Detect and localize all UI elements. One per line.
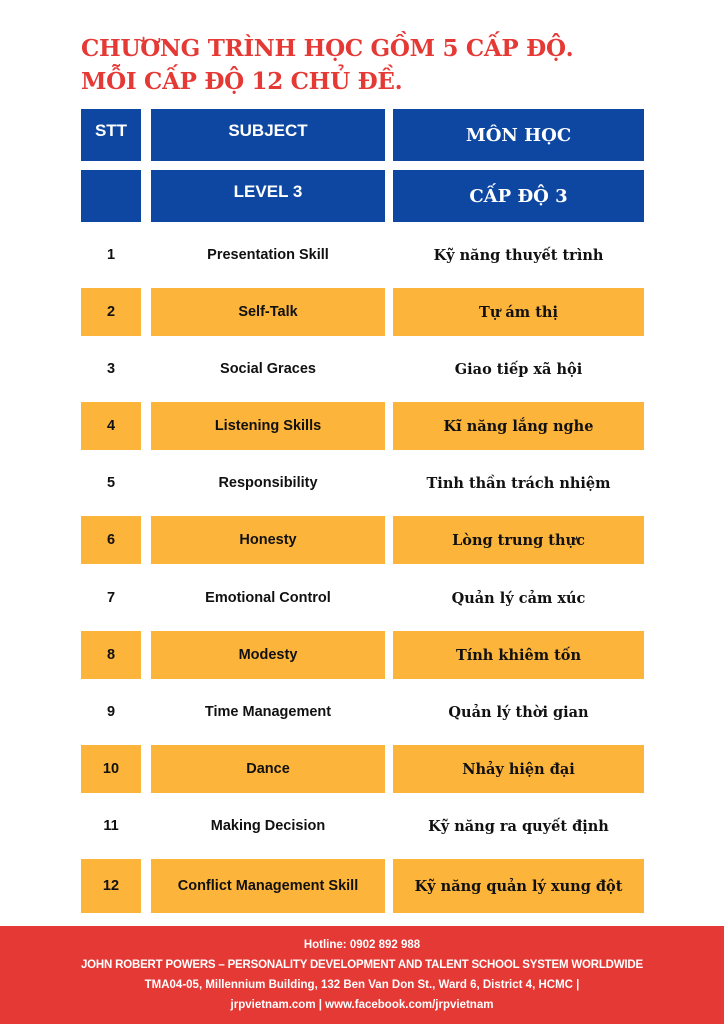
row-stt: 1 xyxy=(106,247,116,263)
header-mon-hoc: MÔN HỌC xyxy=(393,109,644,161)
footer-links: jrpvietnam.com | www.facebook.com/jrpvietnam xyxy=(230,999,494,1011)
row-stt: 8 xyxy=(81,631,141,679)
footer-hotline: Hotline: 0902 892 988 xyxy=(303,939,421,951)
row-stt: 5 xyxy=(106,475,116,491)
row-subject: Time Management xyxy=(204,704,332,720)
page-title xyxy=(81,32,681,98)
row-subject: Self-Talk xyxy=(151,288,385,336)
header-cap-do: CẤP ĐỘ 3 xyxy=(393,170,644,222)
row-subject: Dance xyxy=(151,745,385,793)
row-stt: 3 xyxy=(106,361,116,377)
row-stt: 2 xyxy=(81,288,141,336)
footer-org: JOHN ROBERT POWERS – PERSONALITY DEVELOPMENT AND TALENT SCHOOL SYSTEM WORLDWIDE xyxy=(80,959,643,971)
footer xyxy=(0,926,724,1024)
row-stt: 6 xyxy=(81,516,141,564)
row-subject: Social Graces xyxy=(220,361,316,377)
row-stt: 9 xyxy=(106,704,116,720)
row-subject: Presentation Skill xyxy=(207,247,329,263)
row-mon-hoc: Kĩ năng lắng nghe xyxy=(393,402,644,450)
row-subject: Honesty xyxy=(151,516,385,564)
row-mon-hoc: Quản lý cảm xúc xyxy=(451,589,586,607)
row-subject: Making Decision xyxy=(210,818,326,834)
title-line-1: CHƯƠNG TRÌNH HỌC GỒM 5 CẤP ĐỘ. xyxy=(81,35,574,62)
row-stt: 12 xyxy=(81,859,141,913)
row-subject: Responsibility xyxy=(218,475,318,491)
title-line-2: MỖI CẤP ĐỘ 12 CHỦ ĐỀ. xyxy=(81,68,403,95)
footer-address: TMA04-05, Millennium Building, 132 Ben Van Don St., Ward 6, District 4, HCMC | xyxy=(144,979,580,991)
row-mon-hoc: Lòng trung thực xyxy=(393,516,644,564)
row-subject: Conflict Management Skill xyxy=(151,859,385,913)
row-subject: Modesty xyxy=(151,631,385,679)
row-mon-hoc: Tự ám thị xyxy=(393,288,644,336)
row-subject: Listening Skills xyxy=(151,402,385,450)
row-mon-hoc: Tinh thần trách nhiệm xyxy=(426,474,611,492)
row-stt: 4 xyxy=(81,402,141,450)
header-stt: STT xyxy=(81,109,141,161)
row-mon-hoc: Kỹ năng ra quyết định xyxy=(428,817,609,835)
header-level: LEVEL 3 xyxy=(151,170,385,222)
row-stt: 10 xyxy=(81,745,141,793)
row-stt: 11 xyxy=(103,818,119,834)
row-stt: 7 xyxy=(106,590,116,606)
row-mon-hoc: Tính khiêm tốn xyxy=(393,631,644,679)
row-subject: Emotional Control xyxy=(205,590,331,606)
row-mon-hoc: Kỹ năng quản lý xung đột xyxy=(393,859,644,913)
header-subject: SUBJECT xyxy=(151,109,385,161)
header-stt-blank xyxy=(81,170,141,222)
row-mon-hoc: Quản lý thời gian xyxy=(448,703,589,721)
row-mon-hoc: Kỹ năng thuyết trình xyxy=(433,246,604,264)
row-mon-hoc: Nhảy hiện đại xyxy=(393,745,644,793)
row-mon-hoc: Giao tiếp xã hội xyxy=(454,360,583,378)
